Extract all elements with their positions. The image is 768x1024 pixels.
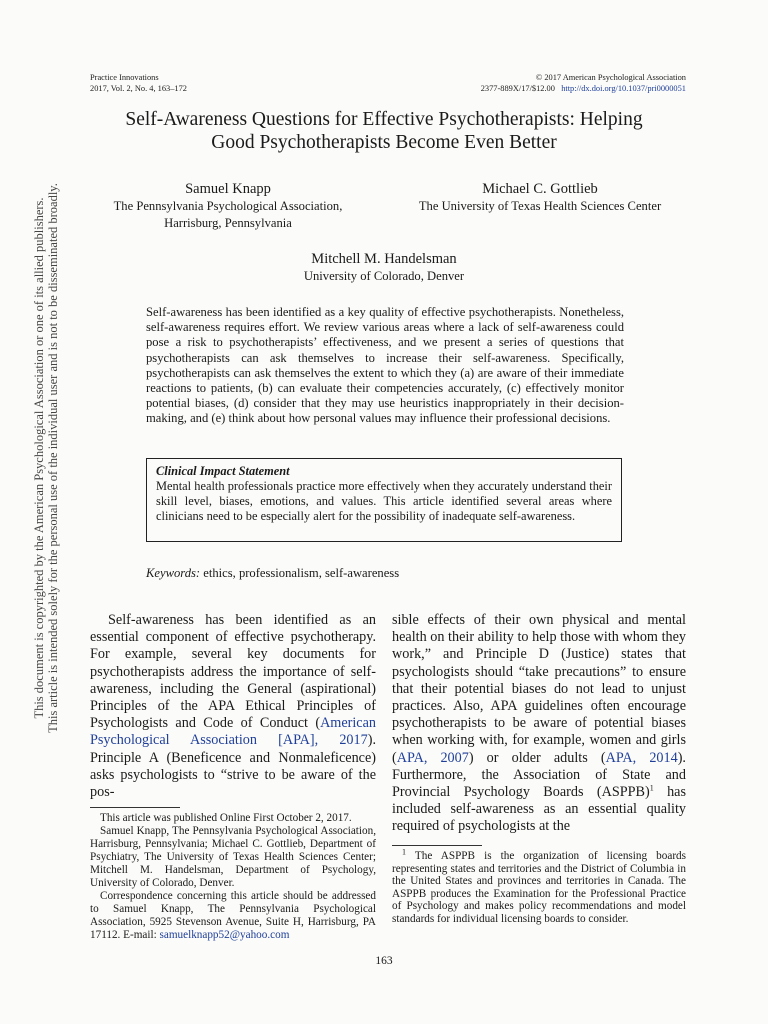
journal-info [90, 73, 187, 94]
copyright-notice: This document is copyrighted by the American Psychological Association or one of its allied publishers. [32, 197, 46, 719]
email-link[interactable]: samuelknapp52@yahoo.com [159, 929, 290, 941]
author-name: Samuel Knapp [185, 181, 271, 197]
author-name: Mitchell M. Handelsman [311, 251, 457, 267]
author-note [90, 812, 376, 942]
footnote-number: 1 [402, 847, 406, 857]
footnote-text: The ASPPB is the organization of licensing boards representing states and territories and the District of Columbia in the United States and provinces and territories in Canada. The ASPPB produces the Examination for the Professional Practice of Psychology and makes policy recommendations and model standards for individual licensing boards to consider. [392, 850, 686, 925]
body-column-right [392, 612, 686, 836]
author-block-3 [234, 251, 534, 285]
correspondence-text: Correspondence concerning this article should be addressed to Samuel Knapp, The Pennsylvania Psychological Association, 5925 Stevenson Avenue, Suite H, Harrisburg, PA 17112. E-mail: [90, 890, 376, 941]
usage-notice: This article is intended solely for the personal use of the individual user and is not to be disseminated broadly. [46, 183, 60, 733]
citation-link[interactable]: APA, 2014 [605, 749, 678, 766]
body-column-left [90, 612, 376, 801]
keywords-text: ethics, professionalism, self-awareness [203, 566, 400, 580]
author-affiliation: Harrisburg, Pennsylvania [164, 216, 292, 230]
body-text: sible effects of their own physical and mental health on their ability to help those with whom they work,” and Principle D (Justice) states that psychologists should “take precautions” to ensure that their potential biases do not lead to unjust practices. Also, APA guidelines often encourage psychotherapists to be aware of potential biases when working with, for example, women and girls ( [392, 612, 686, 766]
title-line-2: Good Psychotherapists Become Even Better [211, 132, 557, 153]
keywords [146, 566, 399, 581]
page-number: 163 [375, 955, 393, 967]
footnote-rule [392, 845, 482, 846]
footnote-marker[interactable]: 1 [649, 783, 654, 793]
citation-link[interactable]: American Psychological Association [APA], 2017 [90, 715, 376, 749]
author-block-1 [92, 181, 364, 232]
author-affiliation: The University of Texas Health Sciences Center [418, 199, 662, 213]
author-note-para: Samuel Knapp, The Pennsylvania Psychological Association, Harrisburg, Pennsylvania; Michael C. Gottlieb, Department of Psychiatry, The University of Texas Health Sciences Center; Mitchell M. Handelsman, Department of Psychology, University of Colorado, Denver. [90, 825, 376, 889]
footnote-rule [90, 807, 180, 808]
footnote-1 [392, 847, 686, 926]
author-affiliation: University of Colorado, Denver [303, 269, 465, 283]
author-name: Michael C. Gottlieb [482, 181, 598, 197]
copyright-line: © 2017 American Psychological Association [535, 73, 686, 82]
journal-name: Practice Innovations [90, 73, 159, 82]
body-text: ) or older adults ( [468, 749, 606, 766]
author-note-para [90, 890, 376, 942]
title-line-1: Self-Awareness Questions for Effective Psychotherapists: Helping [125, 109, 643, 130]
author-note-para: This article was published Online First October 2, 2017. [100, 812, 352, 824]
author-block-2 [392, 181, 688, 215]
impact-title: Clinical Impact Statement [156, 464, 290, 478]
article-title [60, 108, 708, 154]
issn: 2377-889X/17/$12.00 [480, 83, 555, 93]
citation-link[interactable]: APA, 2007 [396, 749, 469, 766]
author-affiliation: The Pennsylvania Psychological Association, [113, 199, 343, 213]
abstract: Self-awareness has been identified as a key quality of effective psychotherapists. Nonetheless, self-awareness requires effort. We review various areas where a lack of self-awareness could pose a risk to psychotherapists’ effectiveness, and we present a series of questions that psychotherapists can ask themselves to increase their self-awareness. Specifically, psychotherapists can ask themselves the extent to which they (a) are aware of their immediate reactions to patients, (b) can evaluate their competencies accurately, (c) effectively monitor potential biases, (d) consider that they may use heuristics inappropriately in their decision-making, and (e) think about how personal values may influence their professional decisions. [146, 305, 624, 426]
copyright-info [481, 73, 686, 94]
clinical-impact-box [146, 458, 622, 542]
journal-volume: 2017, Vol. 2, No. 4, 163–172 [90, 83, 187, 93]
impact-body: Mental health professionals practice more effectively when they accurately understand their skill level, biases, emotions, and values. This article identified several areas where clinicians need to be especially alert for the possibility of inadequate self-awareness. [156, 479, 612, 523]
body-text: has included self-awareness as an essential quality required of psychologists at the [392, 784, 686, 835]
body-text: ). Furthermore, the Association of State and Provincial Psychology Boards (ASPPB) [392, 749, 686, 801]
doi-link[interactable]: http://dx.doi.org/10.1037/pri0000051 [561, 83, 686, 93]
keywords-label: Keywords: [146, 566, 201, 580]
body-text: ). Principle A (Beneficence and Nonmaleficence) asks psychologists to “strive to be aware of the pos- [90, 732, 376, 801]
body-text: Self-awareness has been identified as an essential component of effective psychotherapy. For example, several key documents for psychotherapists address the importance of self-awareness, including the General (aspirational) Principles of the APA Ethical Principles of Psychologists and Code of Conduct ( [90, 612, 376, 732]
